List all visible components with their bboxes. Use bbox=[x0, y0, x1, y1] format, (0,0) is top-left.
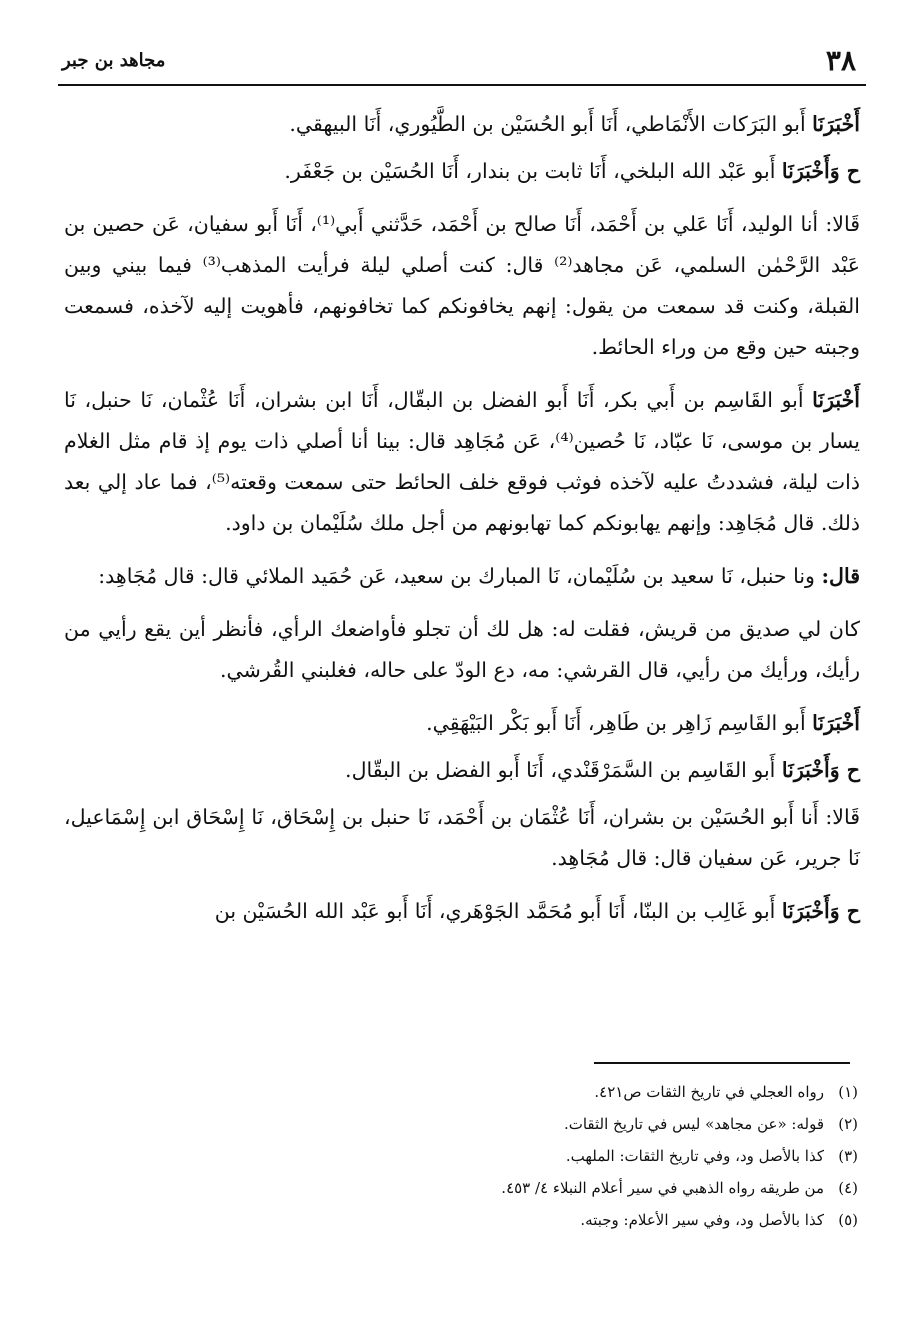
footnote bbox=[120, 1076, 858, 1108]
isnad-keyword: قال: bbox=[821, 564, 860, 588]
isnad-keyword: أَخْبَرَنَا bbox=[812, 388, 860, 412]
paragraph bbox=[64, 380, 860, 544]
footnote-number: (٣) bbox=[838, 1147, 858, 1165]
isnad-keyword: أَخْبَرَنَا bbox=[812, 711, 860, 735]
footnotes bbox=[120, 1076, 858, 1236]
running-title: مجاهد بن جبر bbox=[62, 50, 166, 71]
footnote bbox=[120, 1108, 858, 1140]
footnote-text: من طريقه رواه الذهبي في سير أعلام النبلاء ٤/ ٤٥٣. bbox=[501, 1179, 824, 1197]
footnote-text: رواه العجلي في تاريخ الثقات ص٤٢١. bbox=[594, 1083, 824, 1101]
paragraph-text: أَبو القَاسِم بن السَّمَرْقَنْدي، أَنَا أَبو الفضل بن البقّال. bbox=[345, 758, 782, 782]
paragraph bbox=[64, 750, 860, 791]
paragraph bbox=[64, 556, 860, 597]
main-text bbox=[64, 104, 860, 944]
footnote-text: كذا بالأصل ود، وفي تاريخ الثقات: الملهب. bbox=[565, 1147, 824, 1165]
paragraph-text: قَالا: أَنا أَبو الحُسَيْن بن بشران، أَنَا عُثْمَان بن أَحْمَد، نَا حنبل بن إِسْحَاق، نَا إِسْحَاق ابن إِسْمَاعيل، نَا جرير، عَن سفيان قال: قال مُجَاهِد. bbox=[64, 805, 860, 870]
paragraph-text: أَبو عَبْد الله البلخي، أَنَا ثابت بن بندار، أَنَا الحُسَيْن بن جَعْفَر. bbox=[284, 159, 782, 183]
paragraph bbox=[64, 151, 860, 192]
paragraph bbox=[64, 609, 860, 691]
page-number: ٣٨ bbox=[825, 44, 856, 77]
footnote bbox=[120, 1172, 858, 1204]
footnote-separator bbox=[594, 1062, 850, 1064]
footnote-number: (١) bbox=[838, 1083, 858, 1101]
paragraph-text: أَبو القَاسِم بن أَبي بكر، أَنَا أَبو الفضل بن البقّال، أَنَا ابن بشران، أَنَا عُثْمان، نَا حنبل، نَا يسار بن موسى، نَا عبّاد، نَا حُصين⁽⁴⁾، عَن مُجَاهِد قال: بينا أنا أصلي ذات يوم إذ قام مثل الغلام ذات ليلة، فشددتُ عليه لآخذه فوثب فوقع خلف الحائط حتى سمعت وقعته⁽⁵⁾، فما عاد إلي بعد ذلك. قال مُجَاهِد: وإنهم يهابونكم كما تهابونهم من أجل ملك سُلَيْمان بن داود. bbox=[64, 388, 860, 535]
paragraph-text: كان لي صديق من قريش، فقلت له: هل لك أن تجلو فأواضعك الرأي، فأنظر أين يقع رأيي من رأيك، ورأيك من رأيي، قال القرشي: مه، دع الودّ على حاله، فغلبني القُرشي. bbox=[64, 617, 860, 682]
footnote bbox=[120, 1204, 858, 1236]
paragraph bbox=[64, 204, 860, 368]
page-header bbox=[58, 40, 866, 86]
paragraph bbox=[64, 797, 860, 879]
isnad-keyword: ح وَأَخْبَرَنَا bbox=[781, 899, 860, 923]
isnad-keyword: أَخْبَرَنَا bbox=[812, 112, 860, 136]
footnote-text: قوله: «عن مجاهد» ليس في تاريخ الثقات. bbox=[563, 1115, 824, 1133]
paragraph-text: أَبو القَاسِم زَاهِر بن طَاهِر، أَنَا أَبو بَكْر البَيْهَقِي. bbox=[426, 711, 813, 735]
footnote-number: (٥) bbox=[838, 1211, 858, 1229]
paragraph bbox=[64, 703, 860, 744]
footnote-text: كذا بالأصل ود، وفي سير الأعلام: وجبته. bbox=[580, 1211, 824, 1229]
paragraph bbox=[64, 891, 860, 932]
footnote bbox=[120, 1140, 858, 1172]
isnad-keyword: ح وَأَخْبَرَنَا bbox=[781, 159, 860, 183]
isnad-keyword: ح وَأَخْبَرَنَا bbox=[781, 758, 860, 782]
paragraph-text: أَبو غَالِب بن البنّا، أَنَا أَبو مُحَمَّد الجَوْهَري، أَنَا أَبو عَبْد الله الحُسَيْن بن bbox=[214, 899, 782, 923]
paragraph-text: أَبو البَرَكات الأَنْمَاطي، أَنَا أَبو الحُسَيْن بن الطَّيُوري، أَنَا البيهقي. bbox=[289, 112, 813, 136]
footnote-number: (٢) bbox=[838, 1115, 858, 1133]
paragraph-text: قَالا: أنا الوليد، أَنَا عَلي بن أَحْمَد، أَنَا صالح بن أَحْمَد، حَدَّثني أَبي⁽¹⁾، أَنَا أَبو سفيان، عَن حصين بن عَبْد الرَّحْمٰن السلمي، عَن مجاهد⁽²⁾ قال: كنت أصلي ليلة فرأيت المذهب⁽³⁾ فيما بيني وبين القبلة، وكنت قد سمعت من يقول: إنهم يخافونكم كما تخافونهم، فأهويت إليه لآخذه، فسمعت وجبته حين وقع من وراء الحائط. bbox=[64, 212, 860, 359]
paragraph-text: ونا حنبل، نَا سعيد بن سُلَيْمان، نَا المبارك بن سعيد، عَن حُمَيد الملائي قال: قال مُجَاهِد: bbox=[98, 564, 822, 588]
footnote-number: (٤) bbox=[838, 1179, 858, 1197]
paragraph bbox=[64, 104, 860, 145]
